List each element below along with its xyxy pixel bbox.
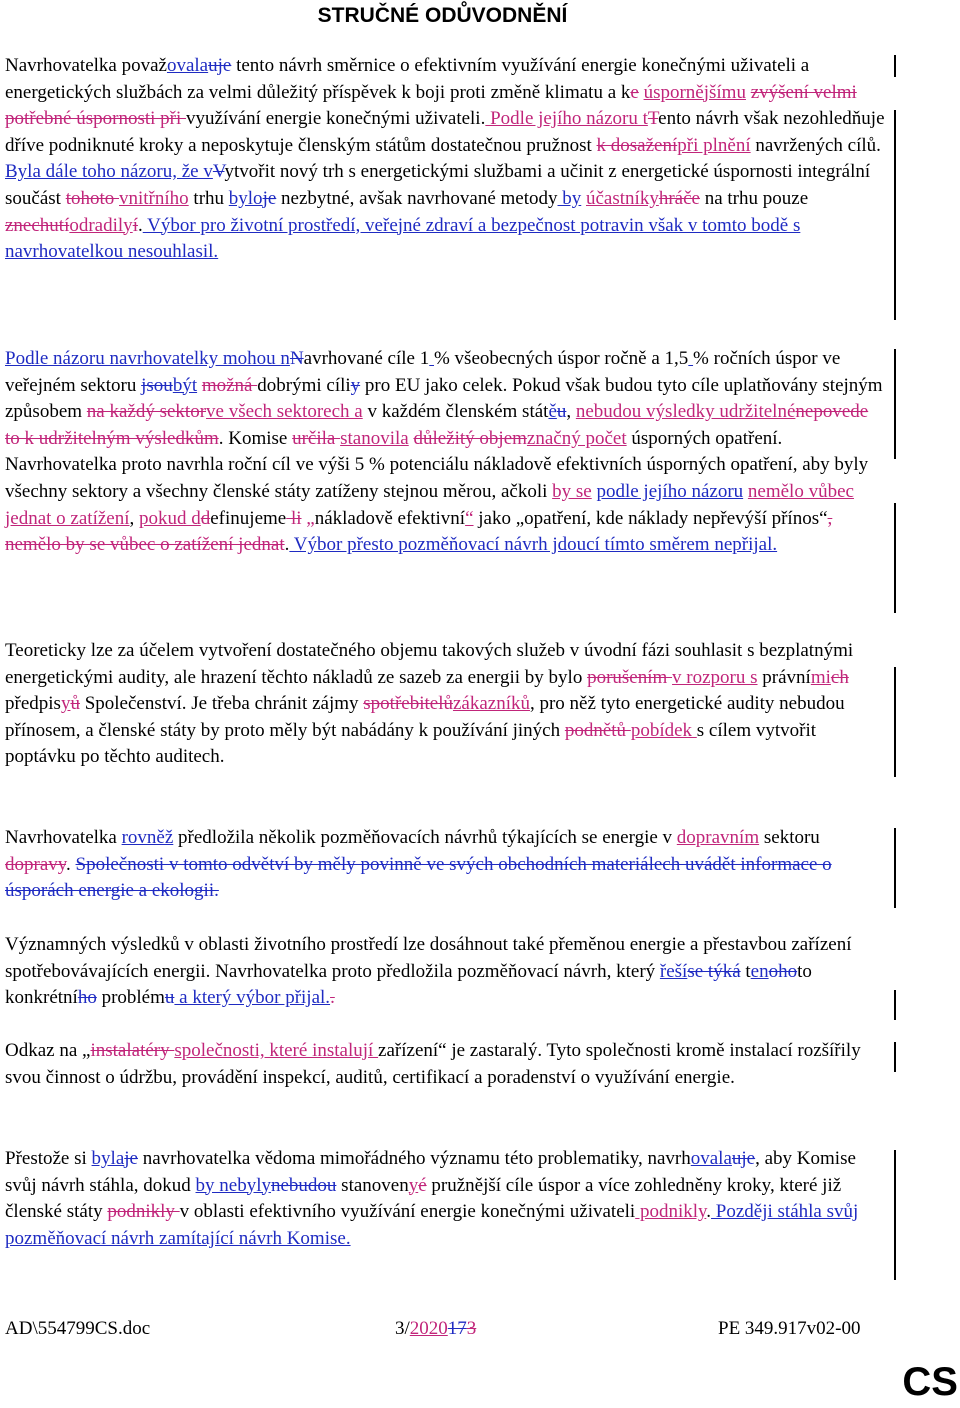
text-run: navrhovatelka vědoma mimořádného významu této problematiky, navrh: [137, 1148, 691, 1169]
paragraph-3: [5, 638, 885, 771]
deletion: li: [286, 507, 302, 529]
text-run: ,: [566, 401, 576, 423]
insertion: mi: [810, 666, 831, 688]
change-bar: [894, 828, 896, 908]
insertion: řeší: [659, 960, 688, 982]
text-run: problém: [96, 987, 165, 1009]
insertion: Podle jejího názoru t: [485, 108, 648, 130]
paragraph-1: [5, 53, 885, 266]
insertion: rovněž: [121, 827, 174, 848]
deletion: , nemělo by se vůbec o zatížení jednat: [5, 507, 833, 556]
footer-pe-reference: PE 349.917v02-00: [718, 1318, 861, 1339]
deletion: .: [330, 987, 335, 1009]
deletion: e: [630, 81, 639, 103]
deletion: instalatéry: [90, 1040, 175, 1061]
deletion: nepovede to k udržitelným výsledkům: [5, 401, 869, 449]
text-run: s cílem vytvořit poptávku po těchto auditech.: [5, 719, 817, 768]
insertion: vnitřního: [119, 187, 189, 209]
text-run: zařízení“ je zastaralý. Tyto společnosti kromě instalací rozšířily svou činnost o údržbu, provádění inspekcí, auditů, certifikací a poradenství o využívání energie.: [5, 1040, 861, 1088]
insertion: “: [465, 507, 474, 529]
insertion: značný počet: [526, 427, 627, 449]
text-run: Navrhovatelka považ: [5, 55, 167, 76]
deletion: Společnosti v tomto odvětví by měly povinně ve svých obchodních materiálech uvádět informace o úsporách energie a ekologii.: [5, 853, 832, 902]
change-bar: [894, 503, 896, 613]
deletion: je: [262, 187, 277, 209]
text-run: nezbytné, avšak navrhované metody: [276, 187, 558, 209]
insertion: odradily: [69, 214, 133, 236]
text-run: úsporných opatření. Navrhovatelka proto navrhla roční cíl ve výši 5 % potenciálu nákladově efektivních úsporných opatření, aby byly všechny sektory a všechny členské státy zatíženy stejnou měrou, ačkoli: [5, 427, 869, 502]
text-run: .: [284, 534, 290, 556]
paragraph-5: [5, 932, 885, 1012]
insertion: ovala: [166, 55, 209, 76]
text-run: právní: [757, 666, 811, 688]
deletion: důležitý objem: [413, 427, 527, 449]
paragraph-7: [5, 1146, 885, 1252]
deletion: možná: [201, 374, 258, 396]
insertion: pobídek: [630, 719, 697, 741]
text-run: dobrými cíli: [257, 374, 351, 396]
insertion: Byla dále toho názoru, že v: [5, 161, 213, 183]
paragraph-6: [5, 1038, 885, 1091]
insertion: „: [306, 507, 315, 529]
deletion: í: [132, 214, 138, 236]
insertion: společnosti, které instalují: [174, 1040, 379, 1061]
text-run: .: [66, 853, 76, 875]
text-run: Teoreticky lze za účelem vytvoření dostatečného objemu takových služeb v úvodní fázi souhlasit s bezplatnými energetickými audity, ale hrazení těchto nákladů ze sazeb za energii by bylo: [5, 640, 854, 688]
change-bar: [894, 110, 896, 320]
text-run: Společenství. Je třeba chránit zájmy: [79, 693, 364, 715]
deletion: tohoto: [65, 187, 119, 209]
text-run: tento návrh směrnice o efektivním využívání energie konečnými uživateli a energetických službách za velmi důležitý příspěvek k boji proti změně klimatu a k: [5, 55, 810, 103]
insertion: by se: [552, 480, 592, 502]
deletion: V: [212, 161, 225, 183]
text-run: trhu: [188, 187, 229, 209]
text-run: % ročních úspor ve veřejném sektoru: [5, 348, 841, 396]
text-run: předpis: [5, 693, 61, 715]
deletion: nebudou: [270, 1174, 337, 1196]
page-title: STRUČNÉ ODŮVODNĚNÍ: [317, 4, 568, 27]
text-run: pružnější cíle úspor a více zohledněny kroky, které již členské státy: [5, 1174, 842, 1223]
deletion: hráče: [658, 187, 700, 209]
text-run: .: [137, 214, 143, 236]
insertion: dopravním: [676, 827, 760, 848]
language-code: CS: [902, 1360, 958, 1404]
deletion: ů: [70, 693, 80, 715]
deletion: znechutí: [5, 214, 70, 236]
text-run: t: [740, 960, 751, 982]
insertion: by nebyly: [195, 1174, 271, 1196]
insertion: nebudou výsledky udržitelné: [575, 401, 796, 423]
deletion: spotřebitelů: [363, 693, 453, 715]
text-run: ,: [129, 507, 139, 529]
insertion: pokud d: [139, 507, 201, 529]
text-run: avrhované cíle 1: [303, 348, 430, 369]
insertion: y: [408, 1174, 419, 1196]
deletion: je: [124, 1148, 138, 1169]
insertion: podnikly: [635, 1201, 707, 1223]
text-run: .: [706, 1201, 712, 1223]
insertion: a který výbor přijal.: [174, 987, 331, 1009]
text-run: Navrhovatelka: [5, 827, 122, 848]
insertion: úspornějšímu: [643, 81, 746, 103]
insertion: podle jejího názoru: [596, 480, 744, 502]
insertion: při plnění: [677, 134, 751, 156]
text-run: sektoru: [759, 827, 820, 848]
deletion: zvýšení velmi potřebné úspornosti při: [5, 81, 857, 130]
change-bar: [894, 667, 896, 777]
deletion: podnikly: [107, 1201, 180, 1223]
change-bar: [894, 55, 896, 77]
text-run: navržených cílů.: [750, 134, 881, 156]
deletion: podnětů: [564, 719, 631, 741]
text-run: předložila několik pozměňovacích návrhů týkajících se energie v: [173, 827, 677, 848]
text-run: % všeobecných úspor ročně a 1,5: [433, 348, 689, 369]
footer-page-number: 3/2020173: [395, 1318, 477, 1339]
insertion: Podle názoru navrhovatelky mohou n: [5, 348, 290, 369]
text-run: využívání energie konečnými uživateli.: [186, 108, 486, 130]
insertion: účastníky: [586, 187, 659, 209]
insertion: Výbor pro životní prostředí, veřejné zdraví a bezpečnost potravin však v tomto bodě s navrhovatelkou nesouhlasil.: [5, 214, 801, 263]
footer-doc-id: AD\554799CS.doc: [5, 1318, 151, 1339]
text-run: ytvořit nový trh s energetickými službami a učinit z energetické úspornosti integrální součást: [5, 161, 871, 209]
paragraph-2: [5, 346, 885, 559]
insertion: Později stáhla svůj pozměňovací návrh zamítající návrh Komise.: [5, 1201, 859, 1249]
text-run: na trhu pouze: [699, 187, 809, 209]
deletion: d: [200, 507, 211, 529]
insertion: nemělo vůbec jednat o zatížení: [5, 480, 854, 529]
text-run: , aby Komise svůj návrh stáhla, dokud: [5, 1148, 856, 1196]
insertion: zákazníků: [452, 693, 530, 715]
deletion: uje: [208, 55, 232, 76]
paragraph-4: [5, 825, 885, 905]
deletion: uje: [731, 1148, 756, 1169]
insertion: en: [750, 960, 769, 982]
change-bar: [894, 1042, 896, 1072]
deletion: ho: [77, 987, 97, 1009]
insertion: bylo: [228, 187, 263, 209]
deletion: porušením: [587, 666, 673, 688]
text-run: ento návrh však nezohledňuje dříve podniknuté kroky a neposkytuje členským státům dostatečnou pružnost: [5, 108, 885, 156]
text-run: Přestože si: [5, 1148, 92, 1169]
deletion: N: [289, 348, 304, 369]
insertion: v rozporu s: [672, 666, 758, 688]
change-bar: [894, 990, 896, 1020]
text-run: v oblasti efektivního využívání energie konečnými uživateli: [179, 1201, 636, 1223]
text-run: , pro něž tyto energetické audity nebudou přínosem, a členské státy by proto měly být nabádány k používání jiných: [5, 693, 845, 741]
deletion: dopravy: [5, 853, 67, 875]
change-bar: [894, 349, 896, 459]
deletion: k dosažení: [596, 134, 678, 156]
insertion: ě: [548, 401, 557, 423]
text-run: . Komise: [218, 427, 293, 449]
deletion: určila: [292, 427, 341, 449]
text-run: pro EU jako celek. Pokud však budou tyto cíle uplatňovány stejným způsobem: [5, 374, 883, 423]
deletion: ch: [830, 666, 849, 688]
change-bar: [894, 1150, 896, 1280]
insertion: by: [557, 187, 582, 209]
deletion: T: [647, 108, 659, 130]
deletion: u: [164, 987, 175, 1009]
deletion: se týká: [687, 960, 741, 982]
insertion: Výbor přesto pozměňovací návrh jdoucí tímto směrem nepřijal.: [289, 534, 778, 556]
text-run: Významných výsledků v oblasti životního prostředí lze dosáhnout také přeměnou energie a přestavbou zařízení spotřebovávajících energii. Navrhovatelka proto předložila pozměňovací návrh, který: [5, 934, 852, 982]
text-run: jako „opatření, kde náklady nepřevýší přínos“: [473, 507, 828, 529]
deletion: y: [350, 374, 361, 396]
text-run: Odkaz na „: [5, 1040, 91, 1061]
insertion: ve všech sektorech a: [206, 401, 363, 423]
deletion: oho: [768, 960, 798, 982]
insertion: ovala: [690, 1148, 732, 1169]
text-run: efinujeme: [210, 507, 287, 529]
deletion: na každý sektor: [86, 401, 207, 423]
deletion: jsou: [141, 374, 173, 396]
deletion: é: [418, 1174, 427, 1196]
insertion: y: [60, 693, 71, 715]
deletion: u: [556, 401, 567, 423]
text-run: stanoven: [336, 1174, 409, 1196]
text-run: to konkrétní: [5, 960, 812, 1009]
insertion: být: [172, 374, 198, 396]
insertion: stanovila: [340, 427, 409, 449]
insertion: byla: [91, 1148, 125, 1169]
text-run: v každém členském stát: [362, 401, 549, 423]
text-run: nákladově efektivní: [314, 507, 466, 529]
